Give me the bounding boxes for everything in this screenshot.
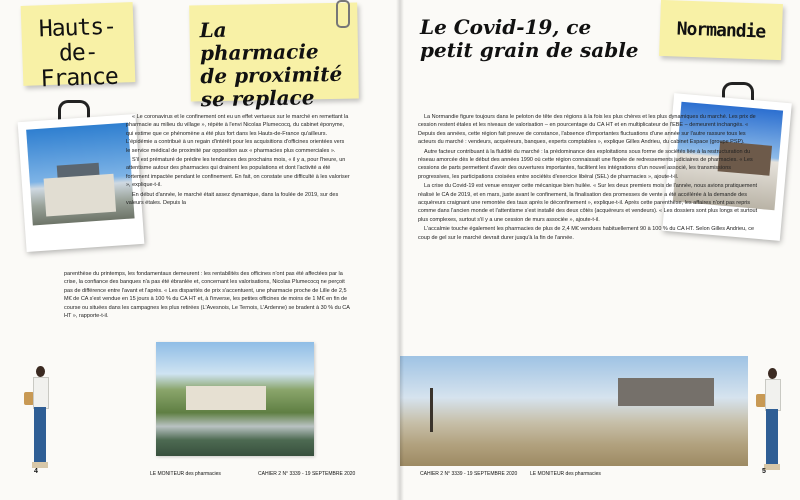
paragraph: Autre facteur contribuant à la fluidité du marché : la prédominance des exploitations sous forme de sociétés liée à la restructuration du réseau amorcée dès le début des années 1990 où cette région connaissait une flopée de redressements judiciaires de pharmacies. « Les cessions de parts permettent d'avoir des ouvertures importantes, facilitent les intégrations d'un nouvel associé, les transmissions progressives, les participations croisées entre sociétés d'exercice libéral (SEL) de pharmacies », ajoute-t-il. [418, 148, 753, 180]
footer-brand: LE MONITEUR des pharmacies [530, 471, 601, 477]
page-number: 4 [34, 468, 38, 475]
footer-issue: CAHIER 2 N° 3339 - 19 SEPTEMBRE 2020 [258, 471, 356, 477]
paragraph: parenthèse du printemps, les fondamentaux demeurent : les rentabilités des officines n'ont pas été affectées par la crise, la confiance des banques n'a pas été ébranlée et, concernant les valorisations, Nicolas Plumecocq ne perçoit pas de différence entre l'avant et l'après. « Les disparités de prix s'accentuent, une pharmacie proche de Lille de 2,5 M€ de CA s'est vendue en 15 jours à 100 % du CA HT et, à l'inverse, les petites officines de moins de 1 M€ en fin de course ou situées dans les campagnes les plus retirées (L'Avesnois, Le Ternois, L'Ardenne) se bradent à 30 % du CA HT », rapporte-t-il. [64, 271, 350, 320]
seafront-buildings [618, 378, 714, 406]
article-text [418, 113, 758, 243]
paragraph: La crise du Covid-19 est venue enrayer cette mécanique bien huilée. « Sur les deux premiers mois de l'année, nous avions pratiquement réalisé le CA de 2019, et en mars, juste avant le confinement, la finalisation des promesses de vente a été accélérée à la demande des acquéreurs craignant une remontée des taux après le déconfinement », explique-t-il. Après cette parenthèse, les affaires n'ont pas repris comme dans l'ancien monde et l'attentisme s'est installé des deux côtés (acquéreurs et vendeurs). « Les dossiers sont plus longs et surtout plus complexes, surtout s'il y a une cession de murs associée », ajoute-t-il. [418, 183, 758, 223]
footer-brand: LE MONITEUR des pharmacies [150, 471, 221, 477]
footer-issue: CAHIER 2 N° 3339 - 19 SEPTEMBRE 2020 [420, 471, 518, 477]
article-text-block-2 [64, 270, 354, 321]
paragraph: La Normandie figure toujours dans le peloton de tête des régions à la fois les plus chères et les plus dynamiques du marché. Les prix de cession restent étales et les niveaux de valorisation – en pourcentage du CA HT et en multiplicateur de l'EBE – demeurent inchangés. « Depuis des années, cette région fait preuve de constance, l'absence d'importantes fluctuations d'une année sur l'autre rassure tous les acteurs du marché : vendeurs, acquéreurs, banques, experts comptables », explique Gilles Andrieu, du cabinet Espace (groupe PSP). [418, 114, 756, 146]
headline-note [189, 3, 359, 112]
article-text-block-1 [126, 113, 350, 208]
wooden-post [430, 388, 433, 432]
page-gutter [396, 0, 404, 500]
region-label: Hauts-de-France [38, 13, 119, 93]
page-number: 5 [762, 468, 766, 475]
woman-illustration [758, 368, 786, 478]
valley-town-photo [156, 342, 314, 456]
paragraph: S'il est prématuré de prédire les tendances des prochains mois, « il y a, pour l'heure, un attentisme autour des pharmacies qui drainent les populations et dont l'activité a été fortement impactée pendant le confinement. En fait, on constate une difficulté à les valoriser », explique-t-il. [126, 157, 350, 189]
paragraph: « Le coronavirus et le confinement ont eu un effet vertueux sur le marché en remettant la pharmacie au milieu du village », répète à l'envi Nicolas Plumecocq, du cabinet éponyme, qui estime que ce phénomène a été plus fort dans les Hauts-de-France qu'ailleurs. L'épidémie a contribué à un regain d'intérêt pour les acquisitions d'officines orientées vers le service médical de proximité par opposition aux « pharmacies plus commerciales ». [126, 114, 349, 154]
paragraph: L'accalmie touche également les pharmacies de plus de 2,4 M€ vendues habituellement 90 à 100 % du CA HT. Selon Gilles Andrieu, ce coup de gel sur le marché devrait durer jusqu'à la fin de l'année. [418, 226, 755, 241]
region-label-note [21, 2, 136, 93]
headline: Le Covid-19, ce petit grain de sable [420, 15, 639, 62]
beach-photo [400, 356, 748, 466]
region-label: Normandie [676, 18, 766, 43]
woman-illustration [26, 366, 54, 476]
region-label-note [659, 0, 783, 60]
paragraph: En début d'année, le marché était assez dynamique, dans la foulée de 2019, sur des valeurs étales. Depuis la [126, 191, 339, 207]
right-page [400, 0, 800, 500]
headline: La pharmacie de proximité se replace [199, 17, 343, 112]
paperclip-icon [336, 0, 350, 28]
building-facade [44, 174, 116, 217]
town-buildings [186, 386, 266, 410]
